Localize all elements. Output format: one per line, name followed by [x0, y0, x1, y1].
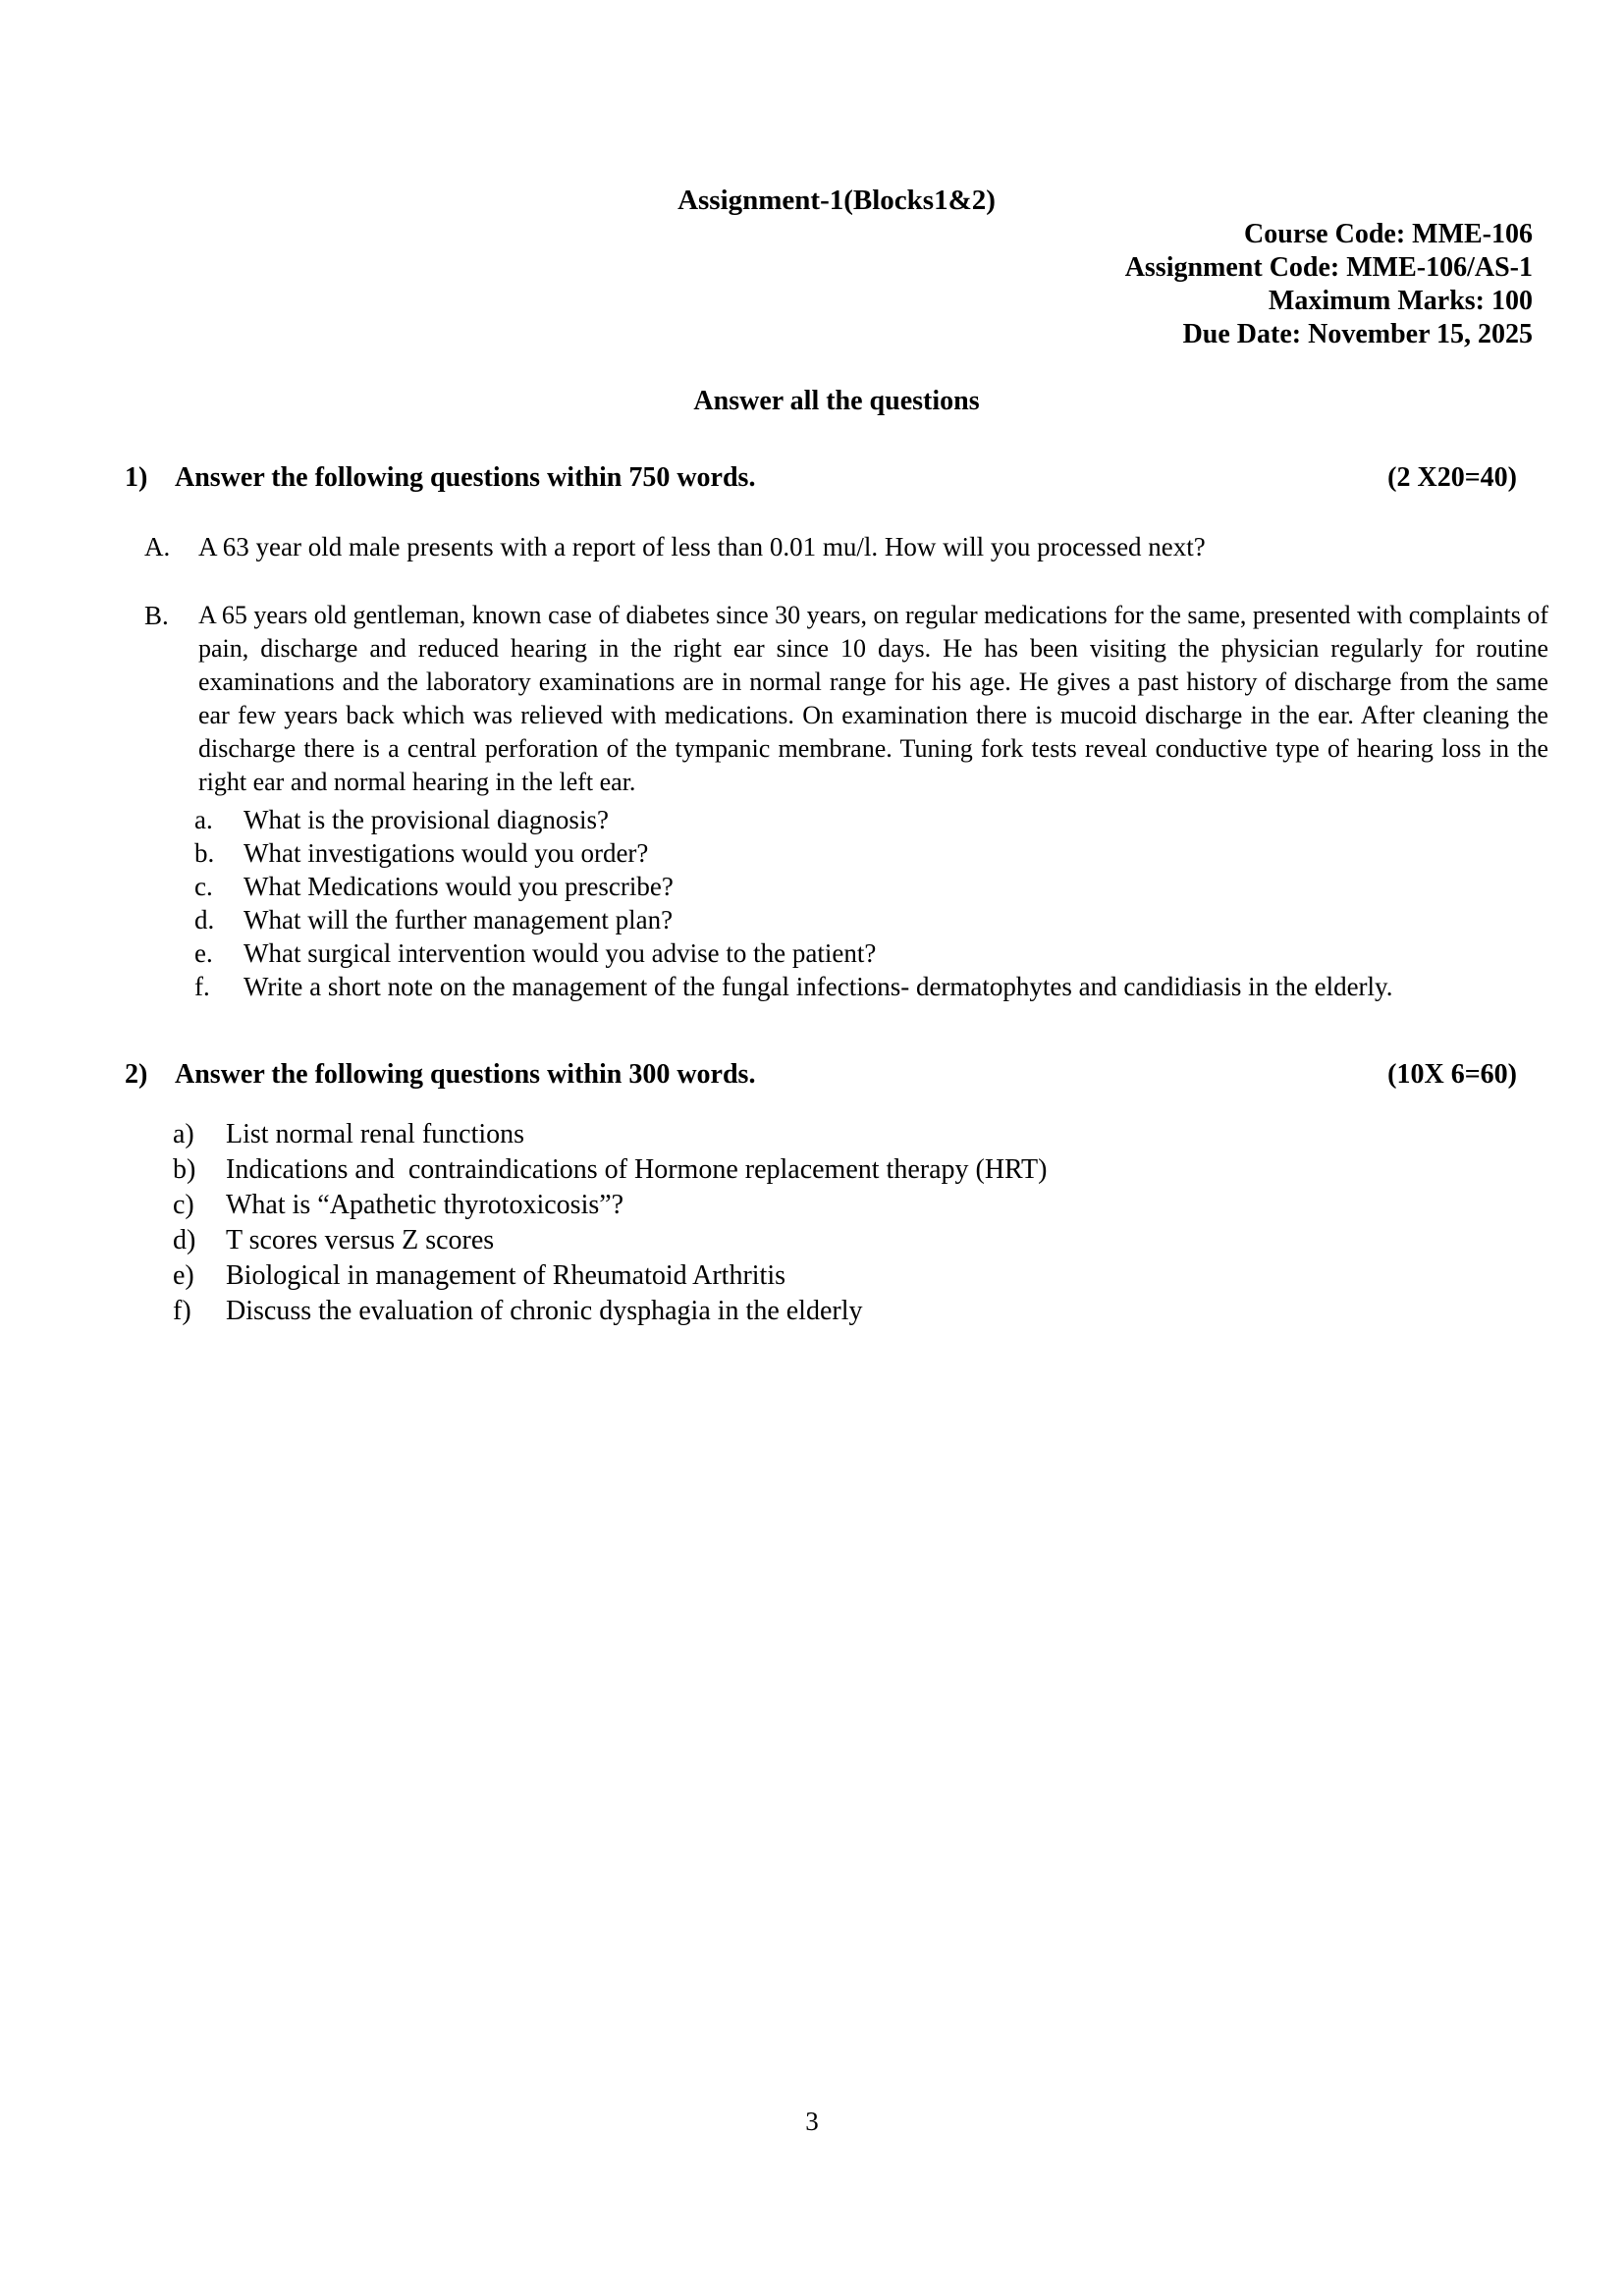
subpart-f-text: Write a short note on the management of the fungal infections- dermatophytes and candidiasis in the elderly. — [244, 972, 1393, 1001]
q2-item-d — [173, 1223, 1548, 1258]
subpart-c-text: What Medications would you prescribe? — [244, 872, 674, 901]
subpart-d-label: d. — [194, 905, 215, 934]
question-1-number: 1) — [125, 462, 148, 493]
q2-item-f-text: Discuss the evaluation of chronic dysphagia in the elderly — [226, 1296, 863, 1326]
question-2-items — [173, 1117, 1548, 1329]
q2-item-c-label: c) — [173, 1190, 194, 1220]
subpart-b — [194, 836, 1548, 870]
question-1-part-b — [144, 599, 1548, 799]
q2-item-a-label: a) — [173, 1119, 194, 1149]
q2-item-d-label: d) — [173, 1225, 196, 1255]
q2-item-b — [173, 1152, 1548, 1188]
q2-item-e-text: Biological in management of Rheumatoid Arthritis — [226, 1260, 786, 1291]
subpart-b-text: What investigations would you order? — [244, 838, 649, 868]
part-a-text: A 63 year old male presents with a report of less than 0.01 mu/l. How will you processed next? — [198, 532, 1206, 561]
assignment-code-line: Assignment Code: MME-106/AS-1 — [1124, 252, 1533, 283]
question-2-heading — [125, 1058, 1548, 1092]
course-code-line: Course Code: MME-106 — [1244, 219, 1533, 249]
assignment-title: Assignment-1(Blocks1&2) — [677, 185, 996, 216]
subpart-d-text: What will the further management plan? — [244, 905, 674, 934]
question-1-part-a — [144, 530, 1548, 563]
question-2-marks: (10X 6=60) — [1387, 1059, 1517, 1090]
part-b-label: B. — [144, 601, 169, 630]
q2-item-f — [173, 1294, 1548, 1329]
subpart-a-text: What is the provisional diagnosis? — [244, 805, 609, 834]
subpart-a — [194, 803, 1548, 836]
part-a-label: A. — [144, 532, 171, 561]
q2-item-a-text: List normal renal functions — [226, 1119, 525, 1149]
question-1-subparts — [194, 803, 1548, 1003]
subpart-e-label: e. — [194, 938, 213, 968]
subpart-a-label: a. — [194, 805, 213, 834]
question-2-heading-text: Answer the following questions within 300 words. — [175, 1059, 756, 1090]
question-1-heading-text: Answer the following questions within 750 words. — [175, 462, 756, 493]
answer-all-instruction: Answer all the questions — [693, 386, 980, 416]
q2-item-b-text: Indications and contraindications of Hormone replacement therapy (HRT) — [226, 1154, 1048, 1185]
q2-item-e-label: e) — [173, 1260, 194, 1291]
subpart-c — [194, 870, 1548, 903]
subpart-e — [194, 936, 1548, 970]
header-meta-block — [125, 218, 1548, 351]
subpart-d — [194, 903, 1548, 936]
question-1-marks: (2 X20=40) — [1387, 462, 1517, 493]
subpart-f-label: f. — [194, 972, 210, 1001]
q2-item-c — [173, 1188, 1548, 1223]
q2-item-a — [173, 1117, 1548, 1152]
subpart-e-text: What surgical intervention would you advise to the patient? — [244, 938, 877, 968]
maximum-marks-line: Maximum Marks: 100 — [1268, 286, 1533, 316]
q2-item-f-label: f) — [173, 1296, 191, 1326]
question-2-number: 2) — [125, 1059, 148, 1090]
q2-item-d-text: T scores versus Z scores — [226, 1225, 495, 1255]
q2-item-c-text: What is “Apathetic thyrotoxicosis”? — [226, 1190, 624, 1220]
due-date-line: Due Date: November 15, 2025 — [1182, 319, 1533, 349]
part-b-text: A 65 years old gentleman, known case of diabetes since 30 years, on regular medications for the same, presented with complaints of pain, discharge and reduced hearing in the right ear since 10 days. He has been visiting the physician regularly for routine examinations and the laboratory examinations are in normal range for his age. He gives a past history of discharge from the same ear few years back which was relieved with medications. On examination there is mucoid discharge in the ear. After cleaning the discharge there is a central perforation of the tympanic membrane. Tuning fork tests reveal conductive type of hearing loss in the right ear and normal hearing in the left ear. — [198, 601, 1548, 796]
question-1-heading — [125, 461, 1548, 495]
q2-item-e — [173, 1258, 1548, 1294]
q2-item-b-label: b) — [173, 1154, 196, 1185]
subpart-c-label: c. — [194, 872, 213, 901]
page-number: 3 — [805, 2107, 819, 2136]
subpart-b-label: b. — [194, 838, 215, 868]
subpart-f — [194, 970, 1548, 1003]
